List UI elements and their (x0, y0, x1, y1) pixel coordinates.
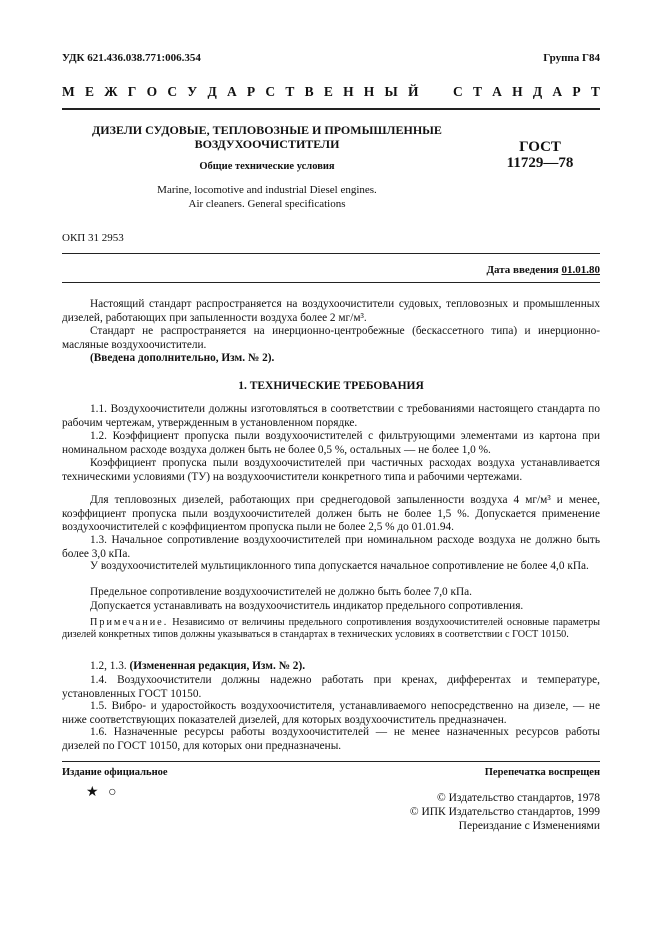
introduction-date-label: Дата введения (486, 264, 559, 276)
english-title-line-2: Air cleaners. General specifications (188, 197, 346, 210)
star-icon: ★ (86, 785, 99, 800)
banner-letter: Т (285, 84, 295, 99)
clause-1-2: 1.2. Коэффициент пропуска пыли воздухоочистителей с фильтрующими элементами из картона при номинальном расходе воздуха должен быть не более 0,5 %, остальных — не более 1,0 %. (62, 430, 600, 456)
clause-1-3-indicator: Допускается устанавливать на воздухоочиститель индикатор предельного сопротивления. (90, 600, 524, 612)
okp-rule (62, 253, 600, 254)
introduction-date (486, 264, 600, 276)
clause-1-1: 1.1. Воздухоочистители должны изготовляться в соответствии с требованиями настоящего стандарта по рабочим чертежам, утвержденным в установленном порядке. (62, 403, 600, 429)
revision-clauses: 1.2, 1.3. (90, 660, 127, 672)
banner-letter: Ы (384, 84, 398, 99)
banner-letter: Н (343, 84, 354, 99)
gost-label: ГОСТ (519, 139, 561, 155)
banner-letter: У (187, 84, 198, 99)
banner-letter: Г (127, 84, 137, 99)
banner-letter: А (552, 84, 563, 99)
clause-1-3-multicyclone: У воздухоочистителей мультициклонного типа допускается начальное сопротивление не более 4,0 кПа. (90, 560, 589, 572)
revision-text: (Измененная редакция, Изм. № 2). (129, 660, 306, 672)
clause-1-3-limit: Предельное сопротивление воздухоочистителей не должно быть более 7,0 кПа. (90, 586, 472, 598)
intro-amendment: (Введена дополнительно, Изм. № 2). (90, 352, 275, 364)
group-code: Группа Г84 (543, 52, 600, 64)
banner-letter: Т (590, 84, 600, 99)
clause-1-6: 1.6. Назначенные ресурсы работы воздухоочистителей — не менее назначенных ресурсов работы дизелей по ГОСТ 10150, для которых они предназначены. (62, 726, 600, 752)
banner-letter: С (167, 84, 178, 99)
document-title (62, 124, 472, 151)
reissue-note: Переиздание с Изменениями (458, 820, 600, 832)
banner-letter: А (226, 84, 237, 99)
intro-paragraph-1: Настоящий стандарт распространяется на воздухоочистители судовых, тепловозных и промышленных дизелей, работающих при запыленности воздуха более 2 мг/м³. (62, 298, 600, 324)
note-text: Независимо от величины предельного сопротивления воздухоочистителей основные параметры дизелей конкретных типов должны указываться в стандартах в технических условиях в соответствии с ГОСТ 10150. (62, 617, 601, 641)
banner-letter: В (304, 84, 314, 99)
banner-letter: Т (472, 84, 482, 99)
clause-1-2-locomotive: Для тепловозных дизелей, работающих при среднегодовой запыленности воздуха 4 мг/м³ и менее, коэффициент пропуска пыли воздухоочистителей должен быть не более 1,5 %. Допускается применение воздухоочистителей с коэффициентом пропуска пыли не более 2,5 % до 01.01.94. (62, 494, 600, 534)
star-circle-marks (86, 784, 117, 801)
subtitle: Общие технические условия (199, 161, 335, 172)
copyright-block (410, 791, 600, 833)
introduction-date-value: 01.01.80 (561, 264, 600, 276)
gost-number: 11729—78 (506, 155, 574, 171)
header-rule (62, 108, 600, 110)
banner-letter: Ж (104, 84, 118, 99)
clause-1-2-partial-flow: Коэффициент пропуска пыли воздухоочистителей при частичных расходах воздуха устанавливается техническими условиями (ТУ) на воздухоочистители конкретного типа и рабочими чертежами. (62, 457, 600, 483)
banner-letter: Д (207, 84, 217, 99)
title-line-1: ДИЗЕЛИ СУДОВЫЕ, ТЕПЛОВОЗНЫЕ И ПРОМЫШЛЕННЫЕ (92, 123, 442, 137)
banner-letter: Р (572, 84, 581, 99)
copyright-1978: © Издательство стандартов, 1978 (436, 792, 600, 804)
banner-letter: Н (512, 84, 523, 99)
reprint-prohibited: Перепечатка воспрещен (484, 767, 600, 778)
official-edition: Издание официальное (62, 767, 168, 778)
date-rule (62, 282, 600, 283)
revision-note (62, 660, 600, 674)
copyright-1999: © ИПК Издательство стандартов, 1999 (409, 806, 600, 818)
banner-letter: М (62, 84, 75, 99)
banner-letter: С (265, 84, 276, 99)
okp-code: ОКП 31 2953 (62, 232, 124, 244)
clause-1-4: 1.4. Воздухоочистители должны надежно работать при кренах, дифферентах и температуре, установленных ГОСТ 10150. (62, 674, 600, 700)
section-heading: 1. ТЕХНИЧЕСКИЕ ТРЕБОВАНИЯ (238, 380, 424, 392)
english-title-line-1: Marine, locomotive and industrial Diesel engines. (157, 184, 377, 196)
title-line-2: ВОЗДУХООЧИСТИТЕЛИ (194, 136, 340, 151)
banner-letter: С (452, 84, 463, 99)
footer-rule (62, 761, 600, 762)
banner-letter: Р (246, 84, 256, 99)
banner-letter: О (146, 84, 158, 99)
banner-letter: Й (408, 84, 419, 99)
banner-letter: Н (363, 84, 375, 99)
udk-code: УДК 621.436.038.771:006.354 (62, 52, 201, 64)
clause-1-3: 1.3. Начальное сопротивление воздухоочистителей при номинальном расходе воздуха не должно быть более 3,0 кПа. (62, 534, 600, 560)
intro-paragraph-2: Стандарт не распространяется на инерционно-центробежные (бескассетного типа) и инерционно-масляные воздухоочистители. (62, 325, 600, 351)
banner-letter (429, 84, 443, 102)
circle-icon: ○ (108, 785, 117, 800)
note-label: Примечание. (90, 617, 169, 628)
banner-letter: Е (323, 84, 333, 99)
interstate-standard-banner (62, 84, 600, 102)
note (62, 617, 600, 642)
banner-letter: Е (84, 84, 94, 99)
banner-letter: А (492, 84, 502, 99)
clause-1-5: 1.5. Вибро- и ударостойкость воздухоочистителя, устанавливаемого непосредственно на дизеле, — не ниже соответствующих показателей дизелей, для которых воздухоочиститель предназначен. (62, 700, 600, 726)
english-title (62, 184, 472, 211)
gost-block (480, 139, 600, 171)
banner-letter: Д (532, 84, 543, 99)
